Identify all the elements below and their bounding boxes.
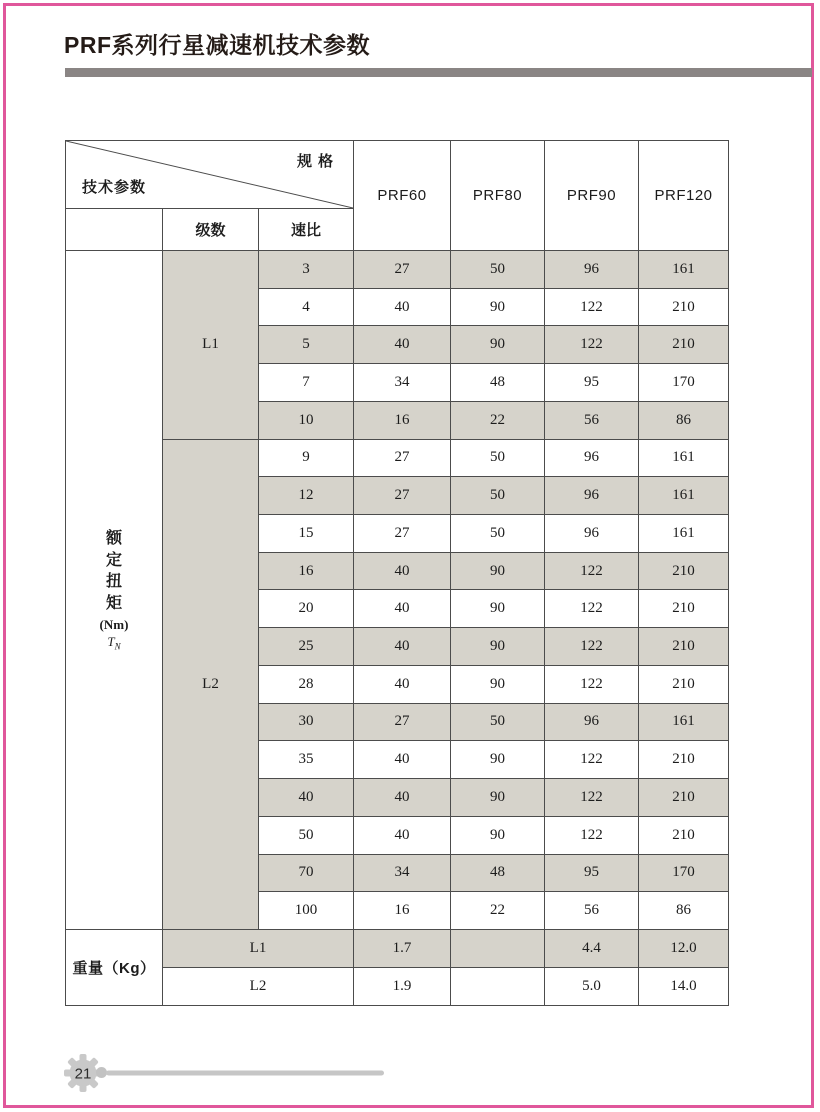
stage-group-l2: L2 (163, 439, 259, 929)
value-cell-prf120: 161 (639, 251, 729, 289)
ratio-cell: 28 (259, 665, 354, 703)
value-cell-prf80: 48 (451, 854, 545, 892)
value-cell-prf90: 122 (545, 590, 639, 628)
footer-line-dot (96, 1067, 107, 1078)
column-header-prf120: PRF120 (639, 141, 729, 251)
value-cell-prf80: 50 (451, 439, 545, 477)
value-cell-prf60: 27 (354, 703, 451, 741)
value-cell-prf90: 96 (545, 251, 639, 289)
value-cell-prf60: 34 (354, 364, 451, 402)
value-cell-prf80: 90 (451, 741, 545, 779)
value-cell-prf60: 40 (354, 326, 451, 364)
value-cell-prf120: 86 (639, 892, 729, 930)
weight-value-prf80 (451, 968, 545, 1006)
value-cell-prf120: 161 (639, 477, 729, 515)
value-cell-prf90: 95 (545, 364, 639, 402)
ratio-cell: 70 (259, 854, 354, 892)
value-cell-prf80: 90 (451, 665, 545, 703)
value-cell-prf80: 90 (451, 288, 545, 326)
value-cell-prf60: 27 (354, 477, 451, 515)
ratio-cell: 5 (259, 326, 354, 364)
value-cell-prf80: 22 (451, 892, 545, 930)
value-cell-prf120: 161 (639, 515, 729, 553)
value-cell-prf90: 122 (545, 288, 639, 326)
value-cell-prf90: 95 (545, 854, 639, 892)
ratio-cell: 50 (259, 816, 354, 854)
weight-stage-l2: L2 (163, 968, 354, 1006)
value-cell-prf60: 40 (354, 816, 451, 854)
weight-value-prf90: 4.4 (545, 930, 639, 968)
spec-row (66, 439, 729, 477)
value-cell-prf90: 122 (545, 665, 639, 703)
value-cell-prf80: 90 (451, 552, 545, 590)
value-cell-prf120: 86 (639, 401, 729, 439)
ratio-cell: 35 (259, 741, 354, 779)
weight-row (66, 968, 729, 1006)
value-cell-prf80: 90 (451, 326, 545, 364)
ratio-cell: 20 (259, 590, 354, 628)
title-underline-bar (65, 68, 812, 77)
value-cell-prf80: 22 (451, 401, 545, 439)
value-cell-prf80: 90 (451, 590, 545, 628)
weight-value-prf80 (451, 930, 545, 968)
weight-value-prf120: 12.0 (639, 930, 729, 968)
weight-value-prf90: 5.0 (545, 968, 639, 1006)
value-cell-prf60: 40 (354, 665, 451, 703)
ratio-cell: 16 (259, 552, 354, 590)
value-cell-prf120: 210 (639, 326, 729, 364)
value-cell-prf120: 210 (639, 628, 729, 666)
value-cell-prf60: 27 (354, 251, 451, 289)
value-cell-prf120: 161 (639, 439, 729, 477)
ratio-cell: 40 (259, 779, 354, 817)
value-cell-prf90: 96 (545, 439, 639, 477)
spec-row (66, 251, 729, 289)
value-cell-prf90: 122 (545, 779, 639, 817)
ratio-cell: 7 (259, 364, 354, 402)
weight-stage-l1: L1 (163, 930, 354, 968)
value-cell-prf120: 210 (639, 816, 729, 854)
value-cell-prf60: 34 (354, 854, 451, 892)
column-header-prf80: PRF80 (451, 141, 545, 251)
blank-cell (66, 209, 163, 251)
stage-header: 级数 (163, 209, 259, 251)
value-cell-prf120: 161 (639, 703, 729, 741)
weight-value-prf60: 1.7 (354, 930, 451, 968)
value-cell-prf120: 170 (639, 364, 729, 402)
value-cell-prf80: 48 (451, 364, 545, 402)
value-cell-prf90: 122 (545, 628, 639, 666)
corner-params-label: 技术参数 (82, 179, 147, 196)
value-cell-prf80: 90 (451, 816, 545, 854)
value-cell-prf60: 40 (354, 552, 451, 590)
value-cell-prf120: 210 (639, 590, 729, 628)
value-cell-prf90: 56 (545, 401, 639, 439)
value-cell-prf60: 40 (354, 741, 451, 779)
ratio-cell: 12 (259, 477, 354, 515)
value-cell-prf90: 56 (545, 892, 639, 930)
weight-label-cell: 重量（Kg） (66, 930, 163, 1006)
column-header-prf60: PRF60 (354, 141, 451, 251)
torque-label-cell: 额 定 扭 矩 (Nm) $T_N$ (66, 251, 163, 930)
value-cell-prf80: 50 (451, 515, 545, 553)
ratio-cell: 15 (259, 515, 354, 553)
value-cell-prf60: 16 (354, 401, 451, 439)
value-cell-prf120: 210 (639, 779, 729, 817)
table-corner-cell (66, 141, 354, 209)
value-cell-prf80: 90 (451, 779, 545, 817)
value-cell-prf90: 122 (545, 741, 639, 779)
value-cell-prf60: 40 (354, 628, 451, 666)
value-cell-prf80: 90 (451, 628, 545, 666)
value-cell-prf90: 96 (545, 477, 639, 515)
value-cell-prf60: 27 (354, 515, 451, 553)
value-cell-prf120: 170 (639, 854, 729, 892)
value-cell-prf120: 210 (639, 741, 729, 779)
ratio-header: 速比 (259, 209, 354, 251)
spec-table (65, 140, 729, 1006)
ratio-cell: 25 (259, 628, 354, 666)
weight-row (66, 930, 729, 968)
ratio-cell: 10 (259, 401, 354, 439)
value-cell-prf90: 122 (545, 326, 639, 364)
page-number: 21 (74, 1065, 92, 1083)
value-cell-prf80: 50 (451, 251, 545, 289)
value-cell-prf90: 122 (545, 552, 639, 590)
value-cell-prf60: 27 (354, 439, 451, 477)
value-cell-prf120: 210 (639, 552, 729, 590)
value-cell-prf80: 50 (451, 703, 545, 741)
ratio-cell: 100 (259, 892, 354, 930)
footer-decoration (61, 1051, 391, 1095)
ratio-cell: 9 (259, 439, 354, 477)
page-title: PRF系列行星减速机技术参数 (64, 32, 370, 58)
corner-spec-label: 规格 (297, 153, 340, 170)
header-row (66, 141, 729, 209)
value-cell-prf90: 122 (545, 816, 639, 854)
column-header-prf90: PRF90 (545, 141, 639, 251)
ratio-cell: 4 (259, 288, 354, 326)
weight-value-prf120: 14.0 (639, 968, 729, 1006)
ratio-cell: 30 (259, 703, 354, 741)
value-cell-prf80: 50 (451, 477, 545, 515)
ratio-cell: 3 (259, 251, 354, 289)
value-cell-prf60: 40 (354, 288, 451, 326)
value-cell-prf60: 40 (354, 590, 451, 628)
value-cell-prf120: 210 (639, 288, 729, 326)
value-cell-prf60: 40 (354, 779, 451, 817)
value-cell-prf90: 96 (545, 515, 639, 553)
value-cell-prf120: 210 (639, 665, 729, 703)
weight-value-prf60: 1.9 (354, 968, 451, 1006)
value-cell-prf60: 16 (354, 892, 451, 930)
stage-group-l1: L1 (163, 251, 259, 440)
footer-line (106, 1071, 384, 1076)
value-cell-prf90: 96 (545, 703, 639, 741)
